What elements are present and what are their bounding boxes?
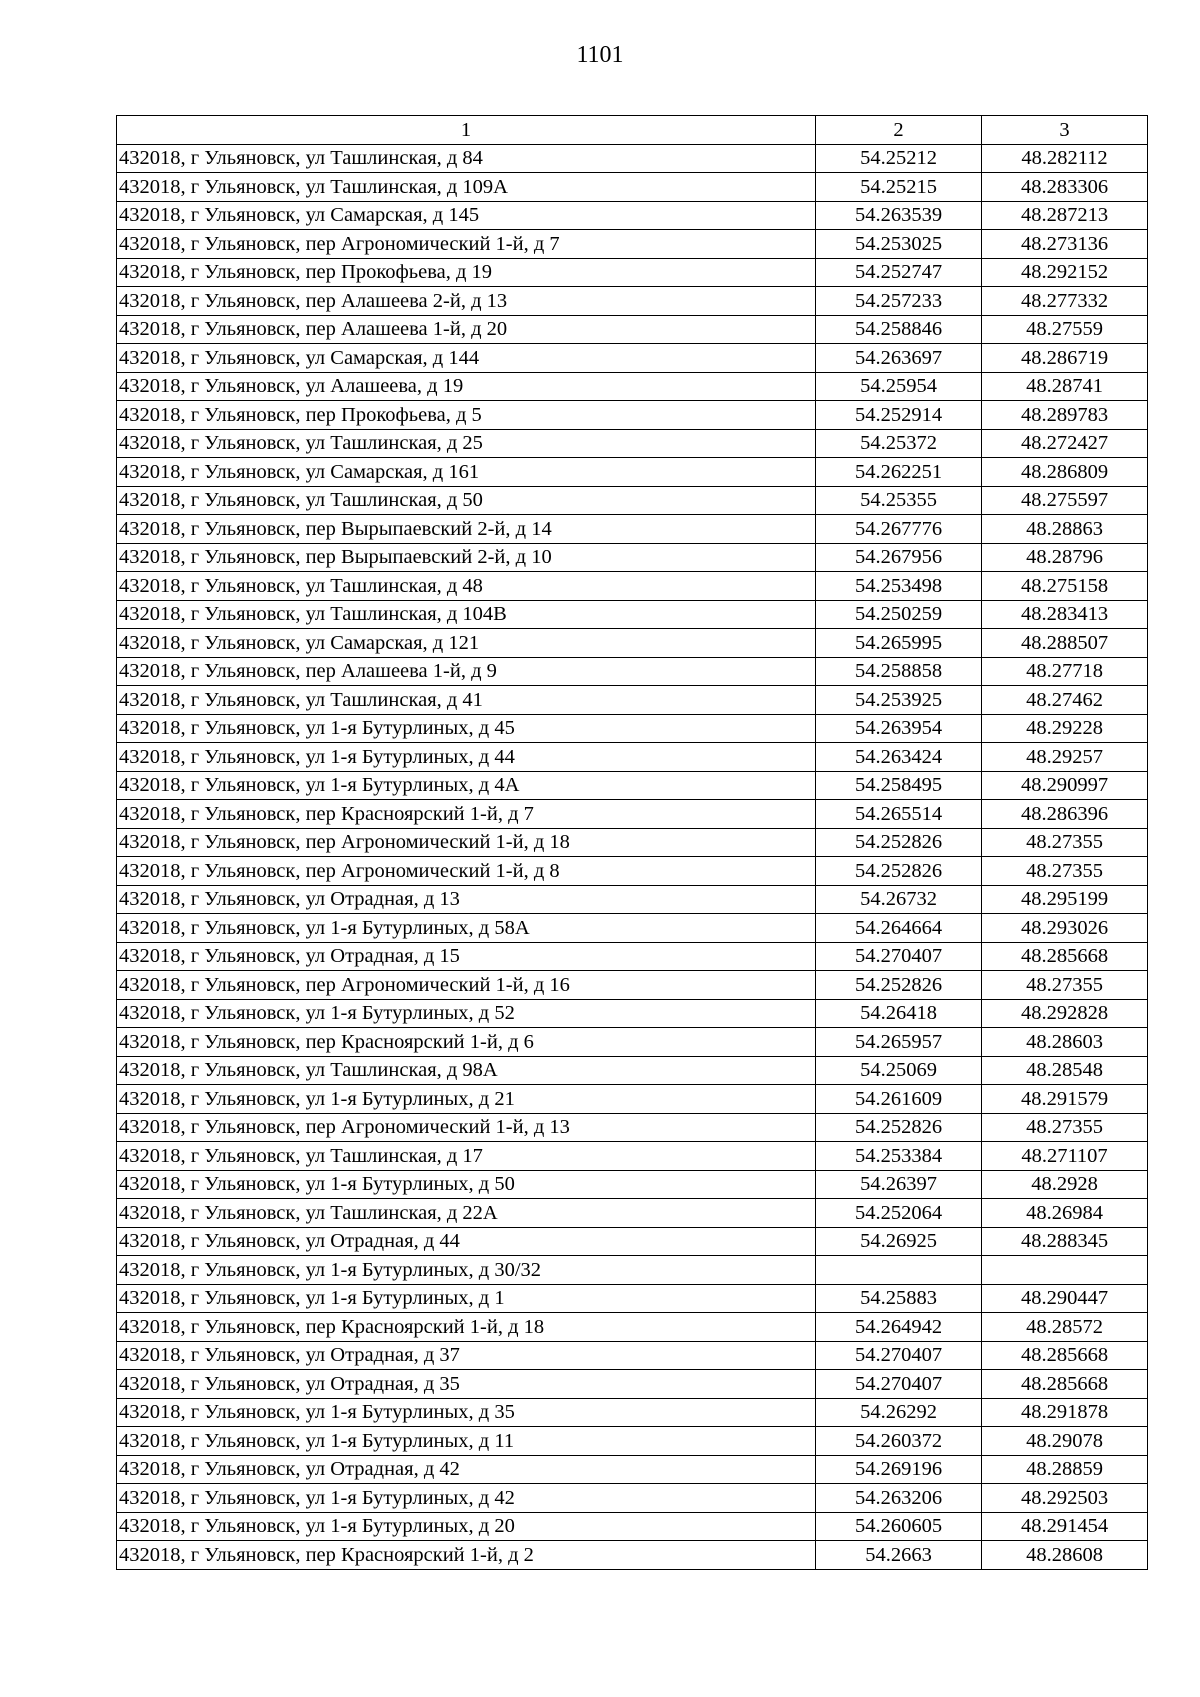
latitude-cell: 54.261609 (816, 1085, 982, 1114)
longitude-cell: 48.271107 (982, 1142, 1148, 1171)
table-row (117, 1028, 1148, 1057)
longitude-cell: 48.28863 (982, 515, 1148, 544)
address-cell: 432018, г Ульяновск, ул Ташлинская, д 50 (117, 486, 816, 515)
table-row (117, 1284, 1148, 1313)
address-cell: 432018, г Ульяновск, пер Алашеева 2-й, д 13 (117, 287, 816, 316)
latitude-cell: 54.253025 (816, 230, 982, 259)
latitude-cell: 54.25215 (816, 173, 982, 202)
table-row (117, 1484, 1148, 1513)
longitude-cell: 48.26984 (982, 1199, 1148, 1228)
table-row (117, 458, 1148, 487)
latitude-cell: 54.25355 (816, 486, 982, 515)
address-cell: 432018, г Ульяновск, ул 1-я Бутурлиных, д 4А (117, 771, 816, 800)
latitude-cell: 54.264664 (816, 914, 982, 943)
longitude-cell: 48.291579 (982, 1085, 1148, 1114)
address-cell: 432018, г Ульяновск, ул Ташлинская, д 48 (117, 572, 816, 601)
table-row (117, 885, 1148, 914)
latitude-cell: 54.262251 (816, 458, 982, 487)
latitude-cell: 54.265957 (816, 1028, 982, 1057)
latitude-cell: 54.260372 (816, 1427, 982, 1456)
latitude-cell: 54.253384 (816, 1142, 982, 1171)
table-row (117, 315, 1148, 344)
address-cell: 432018, г Ульяновск, ул 1-я Бутурлиных, д 30/32 (117, 1256, 816, 1285)
table-row (117, 771, 1148, 800)
table-row (117, 1370, 1148, 1399)
latitude-cell: 54.252747 (816, 258, 982, 287)
address-cell: 432018, г Ульяновск, ул Ташлинская, д 22А (117, 1199, 816, 1228)
latitude-cell: 54.25883 (816, 1284, 982, 1313)
longitude-cell: 48.28741 (982, 372, 1148, 401)
longitude-cell: 48.288507 (982, 629, 1148, 658)
longitude-cell: 48.289783 (982, 401, 1148, 430)
latitude-cell: 54.267776 (816, 515, 982, 544)
longitude-cell: 48.273136 (982, 230, 1148, 259)
latitude-cell: 54.25372 (816, 429, 982, 458)
table-row (117, 800, 1148, 829)
latitude-cell: 54.270407 (816, 942, 982, 971)
table-row (117, 914, 1148, 943)
table-row (117, 543, 1148, 572)
address-cell: 432018, г Ульяновск, ул Самарская, д 161 (117, 458, 816, 487)
address-cell: 432018, г Ульяновск, ул Ташлинская, д 25 (117, 429, 816, 458)
address-cell: 432018, г Ульяновск, ул 1-я Бутурлиных, д 20 (117, 1512, 816, 1541)
page-number: 1101 (576, 42, 624, 68)
longitude-cell: 48.27355 (982, 857, 1148, 886)
latitude-cell (816, 1256, 982, 1285)
table-row (117, 1113, 1148, 1142)
address-cell: 432018, г Ульяновск, ул 1-я Бутурлиных, д 21 (117, 1085, 816, 1114)
address-cell: 432018, г Ульяновск, ул Отрадная, д 35 (117, 1370, 816, 1399)
table-row (117, 971, 1148, 1000)
longitude-cell (982, 1256, 1148, 1285)
address-cell: 432018, г Ульяновск, ул 1-я Бутурлиных, д 1 (117, 1284, 816, 1313)
table-row (117, 1199, 1148, 1228)
address-cell: 432018, г Ульяновск, ул 1-я Бутурлиных, д 45 (117, 714, 816, 743)
latitude-cell: 54.25212 (816, 144, 982, 173)
longitude-cell: 48.29257 (982, 743, 1148, 772)
table-row (117, 999, 1148, 1028)
address-cell: 432018, г Ульяновск, пер Красноярский 1-й, д 2 (117, 1541, 816, 1570)
address-cell: 432018, г Ульяновск, ул Ташлинская, д 109А (117, 173, 816, 202)
longitude-cell: 48.283413 (982, 600, 1148, 629)
latitude-cell: 54.263697 (816, 344, 982, 373)
longitude-cell: 48.28572 (982, 1313, 1148, 1342)
address-cell: 432018, г Ульяновск, ул Самарская, д 121 (117, 629, 816, 658)
table-row (117, 657, 1148, 686)
address-cell: 432018, г Ульяновск, ул Отрадная, д 44 (117, 1227, 816, 1256)
header-col-3: 3 (982, 116, 1148, 145)
address-cell: 432018, г Ульяновск, ул Ташлинская, д 104В (117, 600, 816, 629)
longitude-cell: 48.286396 (982, 800, 1148, 829)
address-cell: 432018, г Ульяновск, пер Красноярский 1-й, д 6 (117, 1028, 816, 1057)
address-cell: 432018, г Ульяновск, ул Самарская, д 144 (117, 344, 816, 373)
latitude-cell: 54.253925 (816, 686, 982, 715)
latitude-cell: 54.264942 (816, 1313, 982, 1342)
longitude-cell: 48.287213 (982, 201, 1148, 230)
longitude-cell: 48.290447 (982, 1284, 1148, 1313)
address-cell: 432018, г Ульяновск, пер Красноярский 1-й, д 18 (117, 1313, 816, 1342)
address-cell: 432018, г Ульяновск, пер Алашеева 1-й, д 20 (117, 315, 816, 344)
latitude-cell: 54.26397 (816, 1170, 982, 1199)
address-cell: 432018, г Ульяновск, пер Красноярский 1-й, д 7 (117, 800, 816, 829)
table-header-row (117, 116, 1148, 145)
address-cell: 432018, г Ульяновск, ул Ташлинская, д 17 (117, 1142, 816, 1171)
latitude-cell: 54.252826 (816, 1113, 982, 1142)
table-row (117, 372, 1148, 401)
table-row (117, 942, 1148, 971)
table-row (117, 401, 1148, 430)
address-cell: 432018, г Ульяновск, ул 1-я Бутурлиных, д 58А (117, 914, 816, 943)
address-cell: 432018, г Ульяновск, ул Отрадная, д 37 (117, 1341, 816, 1370)
address-cell: 432018, г Ульяновск, ул Отрадная, д 13 (117, 885, 816, 914)
table-row (117, 600, 1148, 629)
table-row (117, 1455, 1148, 1484)
latitude-cell: 54.252826 (816, 828, 982, 857)
address-cell: 432018, г Ульяновск, ул 1-я Бутурлиных, д 52 (117, 999, 816, 1028)
latitude-cell: 54.260605 (816, 1512, 982, 1541)
table-row (117, 344, 1148, 373)
header-col-1: 1 (117, 116, 816, 145)
latitude-cell: 54.26418 (816, 999, 982, 1028)
address-cell: 432018, г Ульяновск, ул Самарская, д 145 (117, 201, 816, 230)
latitude-cell: 54.263954 (816, 714, 982, 743)
longitude-cell: 48.285668 (982, 942, 1148, 971)
longitude-cell: 48.288345 (982, 1227, 1148, 1256)
address-cell: 432018, г Ульяновск, пер Прокофьева, д 19 (117, 258, 816, 287)
longitude-cell: 48.291454 (982, 1512, 1148, 1541)
longitude-cell: 48.28608 (982, 1541, 1148, 1570)
longitude-cell: 48.292152 (982, 258, 1148, 287)
address-cell: 432018, г Ульяновск, ул Отрадная, д 15 (117, 942, 816, 971)
table-row (117, 572, 1148, 601)
address-cell: 432018, г Ульяновск, пер Вырыпаевский 2-й, д 14 (117, 515, 816, 544)
longitude-cell: 48.28859 (982, 1455, 1148, 1484)
header-col-2: 2 (816, 116, 982, 145)
latitude-cell: 54.253498 (816, 572, 982, 601)
longitude-cell: 48.292828 (982, 999, 1148, 1028)
longitude-cell: 48.28603 (982, 1028, 1148, 1057)
longitude-cell: 48.27718 (982, 657, 1148, 686)
table-body (117, 116, 1148, 1570)
longitude-cell: 48.27559 (982, 315, 1148, 344)
address-cell: 432018, г Ульяновск, ул Ташлинская, д 98А (117, 1056, 816, 1085)
longitude-cell: 48.275158 (982, 572, 1148, 601)
longitude-cell: 48.291878 (982, 1398, 1148, 1427)
longitude-cell: 48.29078 (982, 1427, 1148, 1456)
longitude-cell: 48.2928 (982, 1170, 1148, 1199)
latitude-cell: 54.258858 (816, 657, 982, 686)
latitude-cell: 54.25954 (816, 372, 982, 401)
address-cell: 432018, г Ульяновск, пер Агрономический 1-й, д 18 (117, 828, 816, 857)
table-row (117, 1227, 1148, 1256)
address-cell: 432018, г Ульяновск, ул 1-я Бутурлиных, д 11 (117, 1427, 816, 1456)
longitude-cell: 48.28796 (982, 543, 1148, 572)
address-cell: 432018, г Ульяновск, ул Отрадная, д 42 (117, 1455, 816, 1484)
table-row (117, 1313, 1148, 1342)
latitude-cell: 54.252064 (816, 1199, 982, 1228)
table-row (117, 1341, 1148, 1370)
address-cell: 432018, г Ульяновск, пер Алашеева 1-й, д 9 (117, 657, 816, 686)
table-row (117, 1085, 1148, 1114)
table-row (117, 743, 1148, 772)
address-coordinates-table (116, 115, 1148, 1570)
table-row (117, 1056, 1148, 1085)
longitude-cell: 48.27355 (982, 1113, 1148, 1142)
latitude-cell: 54.270407 (816, 1341, 982, 1370)
longitude-cell: 48.286809 (982, 458, 1148, 487)
latitude-cell: 54.258846 (816, 315, 982, 344)
table-row (117, 144, 1148, 173)
table-row (117, 515, 1148, 544)
table-row (117, 287, 1148, 316)
table-row (117, 429, 1148, 458)
address-cell: 432018, г Ульяновск, ул 1-я Бутурлиных, д 35 (117, 1398, 816, 1427)
longitude-cell: 48.295199 (982, 885, 1148, 914)
latitude-cell: 54.26925 (816, 1227, 982, 1256)
latitude-cell: 54.2663 (816, 1541, 982, 1570)
longitude-cell: 48.27355 (982, 971, 1148, 1000)
address-cell: 432018, г Ульяновск, пер Агрономический 1-й, д 16 (117, 971, 816, 1000)
table-row (117, 714, 1148, 743)
longitude-cell: 48.282112 (982, 144, 1148, 173)
latitude-cell: 54.258495 (816, 771, 982, 800)
latitude-cell: 54.263539 (816, 201, 982, 230)
latitude-cell: 54.269196 (816, 1455, 982, 1484)
table-row (117, 201, 1148, 230)
longitude-cell: 48.277332 (982, 287, 1148, 316)
latitude-cell: 54.250259 (816, 600, 982, 629)
latitude-cell: 54.267956 (816, 543, 982, 572)
address-cell: 432018, г Ульяновск, ул Алашеева, д 19 (117, 372, 816, 401)
table-row (117, 173, 1148, 202)
table-row (117, 857, 1148, 886)
latitude-cell: 54.252914 (816, 401, 982, 430)
latitude-cell: 54.263424 (816, 743, 982, 772)
address-cell: 432018, г Ульяновск, ул 1-я Бутурлиных, д 44 (117, 743, 816, 772)
table-row (117, 686, 1148, 715)
latitude-cell: 54.263206 (816, 1484, 982, 1513)
table-row (117, 230, 1148, 259)
table-row (117, 629, 1148, 658)
longitude-cell: 48.27462 (982, 686, 1148, 715)
address-cell: 432018, г Ульяновск, ул 1-я Бутурлиных, д 42 (117, 1484, 816, 1513)
latitude-cell: 54.25069 (816, 1056, 982, 1085)
latitude-cell: 54.265995 (816, 629, 982, 658)
longitude-cell: 48.290997 (982, 771, 1148, 800)
latitude-cell: 54.257233 (816, 287, 982, 316)
table-row (117, 1541, 1148, 1570)
table-row (117, 1256, 1148, 1285)
table-row (117, 1512, 1148, 1541)
latitude-cell: 54.265514 (816, 800, 982, 829)
address-cell: 432018, г Ульяновск, ул 1-я Бутурлиных, д 50 (117, 1170, 816, 1199)
longitude-cell: 48.285668 (982, 1341, 1148, 1370)
longitude-cell: 48.283306 (982, 173, 1148, 202)
latitude-cell: 54.252826 (816, 857, 982, 886)
longitude-cell: 48.27355 (982, 828, 1148, 857)
longitude-cell: 48.285668 (982, 1370, 1148, 1399)
address-cell: 432018, г Ульяновск, пер Вырыпаевский 2-й, д 10 (117, 543, 816, 572)
latitude-cell: 54.252826 (816, 971, 982, 1000)
table-row (117, 1427, 1148, 1456)
table-row (117, 1398, 1148, 1427)
longitude-cell: 48.293026 (982, 914, 1148, 943)
table-row (117, 486, 1148, 515)
longitude-cell: 48.275597 (982, 486, 1148, 515)
longitude-cell: 48.29228 (982, 714, 1148, 743)
longitude-cell: 48.292503 (982, 1484, 1148, 1513)
longitude-cell: 48.28548 (982, 1056, 1148, 1085)
latitude-cell: 54.26732 (816, 885, 982, 914)
longitude-cell: 48.272427 (982, 429, 1148, 458)
table-row (117, 1142, 1148, 1171)
table-row (117, 828, 1148, 857)
latitude-cell: 54.270407 (816, 1370, 982, 1399)
address-cell: 432018, г Ульяновск, пер Агрономический 1-й, д 7 (117, 230, 816, 259)
address-cell: 432018, г Ульяновск, пер Агрономический 1-й, д 13 (117, 1113, 816, 1142)
table-row (117, 258, 1148, 287)
address-cell: 432018, г Ульяновск, ул Ташлинская, д 41 (117, 686, 816, 715)
address-cell: 432018, г Ульяновск, пер Агрономический 1-й, д 8 (117, 857, 816, 886)
table-row (117, 1170, 1148, 1199)
latitude-cell: 54.26292 (816, 1398, 982, 1427)
address-cell: 432018, г Ульяновск, ул Ташлинская, д 84 (117, 144, 816, 173)
address-cell: 432018, г Ульяновск, пер Прокофьева, д 5 (117, 401, 816, 430)
longitude-cell: 48.286719 (982, 344, 1148, 373)
